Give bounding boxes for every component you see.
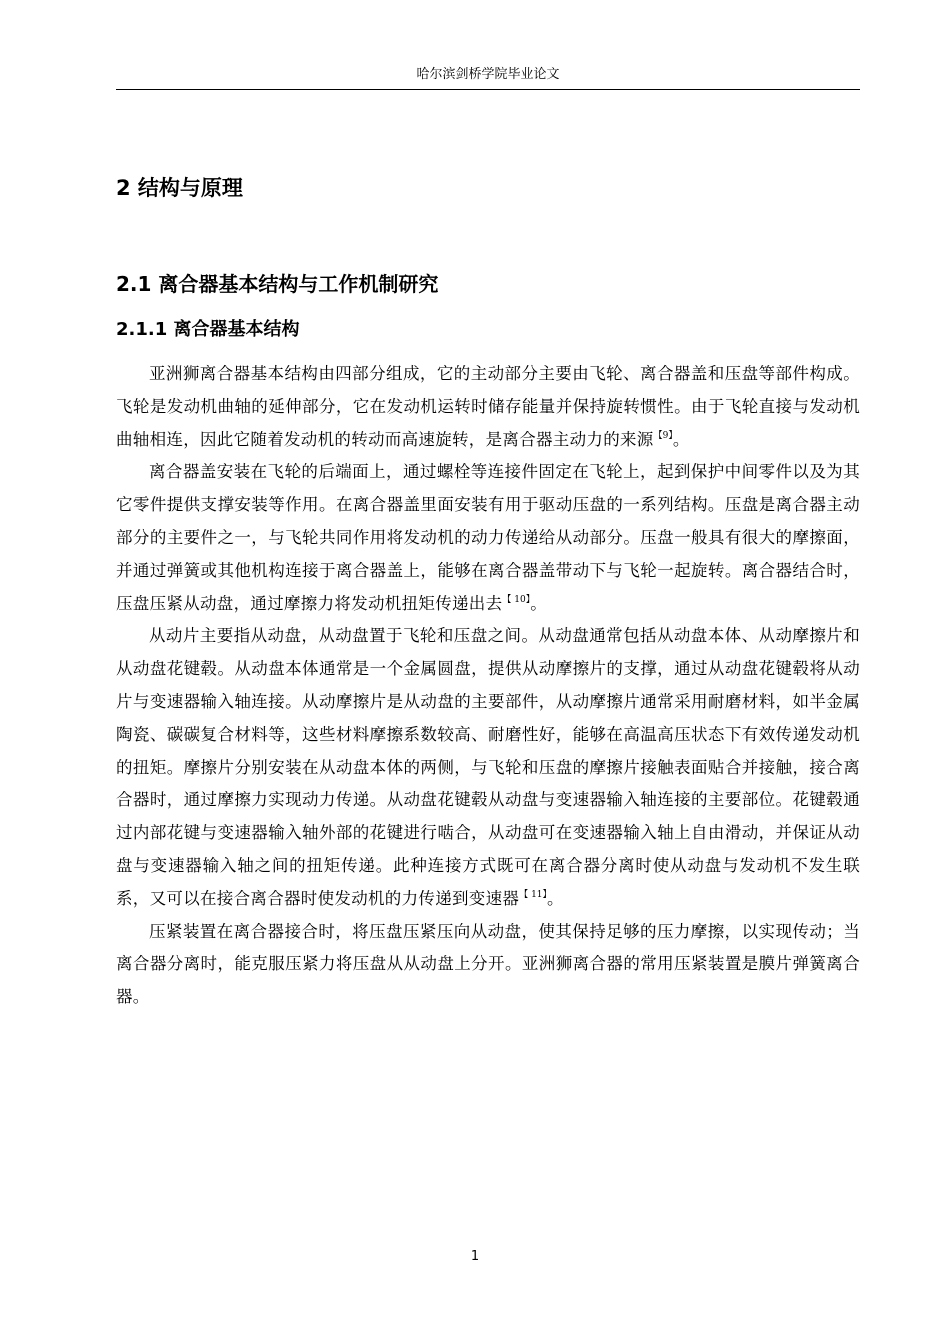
paragraph-3 — [116, 620, 860, 915]
section-title: 2.1 离合器基本结构与工作机制研究 — [116, 272, 439, 296]
subsection-title: 2.1.1 离合器基本结构 — [116, 319, 300, 340]
citation-ref: 【9】 — [653, 430, 673, 441]
header-divider — [116, 89, 860, 90]
paragraph-4 — [116, 916, 860, 1014]
chapter-title: 2 结构与原理 — [116, 176, 243, 200]
running-header: 哈尔滨剑桥学院毕业论文 — [416, 67, 560, 82]
paragraph-end: 。 — [530, 593, 548, 613]
page-number: 1 — [470, 1249, 480, 1264]
paragraph-text: 压紧装置在离合器接合时，将压盘压紧压向从动盘，使其保持足够的压力摩擦，以实现传动；当离合器分离时，能克服压紧力将压盘从从动盘上分开。亚洲狮离合器的常用压紧装置是膜片弹簧离合器。 — [116, 921, 860, 1007]
paragraph-2 — [116, 456, 860, 620]
body-text — [116, 358, 860, 1014]
paragraph-text: 离合器盖安装在飞轮的后端面上，通过螺栓等连接件固定在飞轮上，起到保护中间零件以及为其它零件提供支撑安装等作用。在离合器盖里面安装有用于驱动压盘的一系列结构。压盘是离合器主动部分的主要件之一，与飞轮共同作用将发动机的动力传递给从动部分。压盘一般具有很大的摩擦面，并通过弹簧或其他机构连接于离合器盖上，能够在离合器盖带动下与飞轮一起旋转。离合器结合时，压盘压紧从动盘，通过摩擦力将发动机扭矩传递出去 — [116, 462, 860, 613]
paragraph-text: 从动片主要指从动盘，从动盘置于飞轮和压盘之间。从动盘通常包括从动盘本体、从动摩擦片和从动盘花键毂。从动盘本体通常是一个金属圆盘，提供从动摩擦片的支撑，通过从动盘花键毂将从动片与变速器输入轴连接。从动摩擦片是从动盘的主要部件，从动摩擦片通常采用耐磨材料，如半金属陶瓷、碳碳复合材料等，这些材料摩擦系数较高、耐磨性好，能够在高温高压状态下有效传递发动机的扭矩。摩擦片分别安装在从动盘本体的两侧，与飞轮和压盘的摩擦片接触表面贴合并接触，接合离合器时，通过摩擦力实现动力传递。从动盘花键毂从动盘与变速器输入轴连接的主要部位。花键毂通过内部花键与变速器输入轴外部的花键进行啮合，从动盘可在变速器输入轴上自由滑动，并保证从动盘与变速器输入轴之间的扭矩传递。此种连接方式既可在离合器分离时使从动盘与发动机不发生联系，又可以在接合离合器时使发动机的力传递到变速器 — [116, 626, 860, 908]
paragraph-end: 。 — [547, 888, 564, 908]
paragraph-end: 。 — [672, 429, 690, 449]
paragraph-text: 亚洲狮离合器基本结构由四部分组成，它的主动部分主要由飞轮、离合器盖和压盘等部件构成。飞轮是发动机曲轴的延伸部分，它在发动机运转时储存能量并保持旋转惯性。由于飞轮直接与发动机曲轴相连，因此它随着发动机的转动而高速旋转，是离合器主动力的来源 — [116, 364, 860, 449]
paragraph-1 — [116, 358, 860, 456]
citation-ref: 【 10】 — [502, 594, 531, 605]
citation-ref: 【 11】 — [519, 889, 548, 900]
